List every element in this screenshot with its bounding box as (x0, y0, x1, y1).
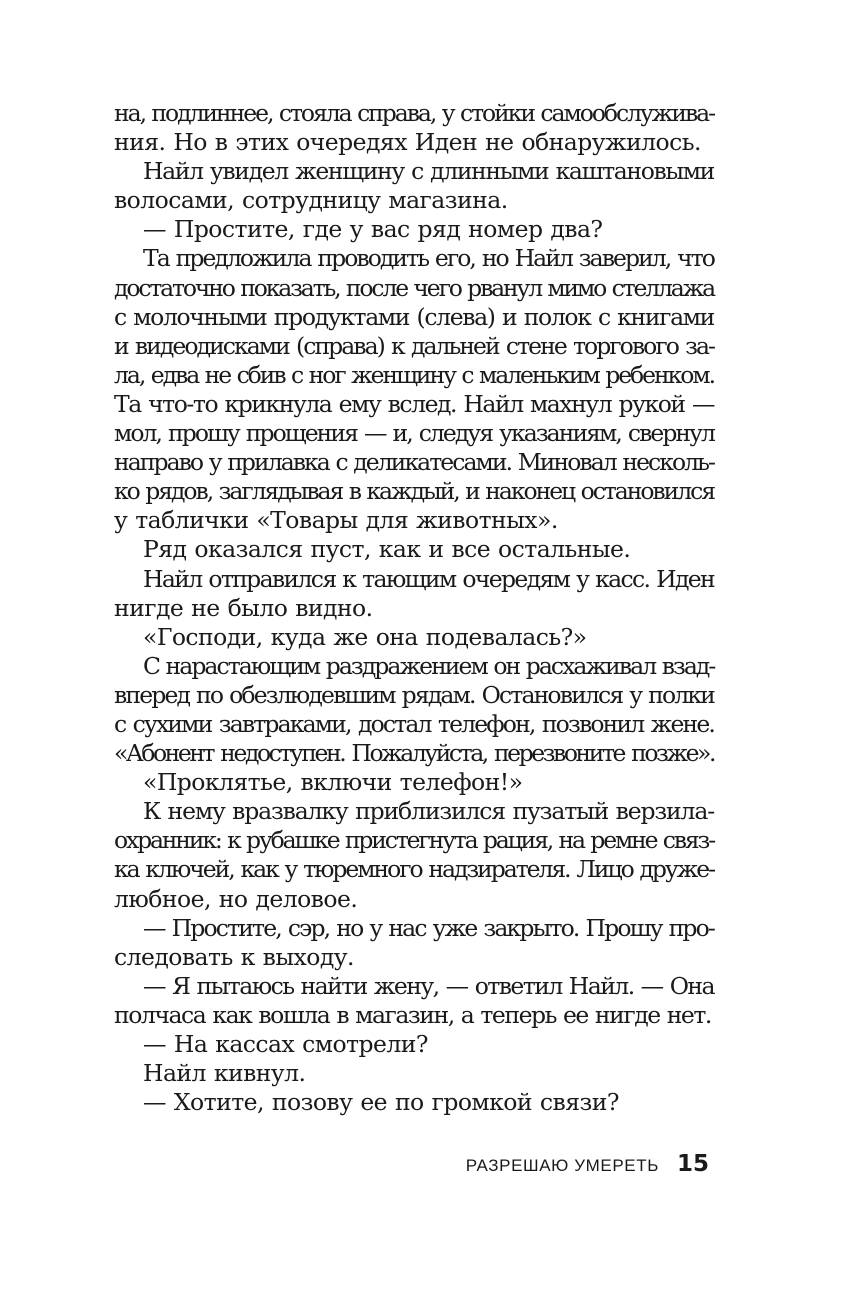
text-line: — Я пытаюсь найти жену, — ответил Найл. — Она (143, 971, 714, 1000)
text-line: направо у прилавка с деликатесами. Миновал несколь- (114, 448, 714, 477)
text-line: Найл кивнул. (143, 1059, 306, 1088)
page-footer (0, 1151, 709, 1177)
running-head: РАЗРЕШАЮ УМЕРЕТЬ (465, 1156, 659, 1175)
body-text (114, 99, 714, 1117)
text-line: вперед по обезлюдевшим рядам. Остановился у полки (114, 680, 714, 709)
text-line: С нарастающим раздражением он расхаживал взад- (143, 651, 715, 680)
text-line: достаточно показать, после чего рванул мимо стеллажа (114, 273, 714, 302)
text-line: ла, едва не сбив с ног женщину с маленьким ребенком. (114, 360, 714, 389)
text-line: мол, прошу прощения — и, следуя указаниям, свернул (114, 419, 714, 448)
page-number: 15 (676, 1151, 709, 1177)
text-line: у таблички «Товары для животных». (114, 506, 558, 535)
text-line: полчаса как вошла в магазин, а теперь ее нигде нет. (114, 1000, 711, 1029)
text-line: Найл увидел женщину с длинными каштановыми (143, 157, 714, 186)
text-line: волосами, сотрудницу магазина. (114, 186, 508, 215)
text-line: ка ключей, как у тюремного надзирателя. Лицо друже- (114, 855, 714, 884)
text-line: с сухими завтраками, достал телефон, позвонил жене. (114, 709, 714, 738)
text-line: на, подлиннее, стояла справа, у стойки самообслужива- (114, 99, 714, 127)
text-line: Та предложила проводить его, но Найл заверил, что (143, 244, 714, 273)
text-line: охранник: к рубашке пристегнута рация, на ремне связ- (114, 826, 714, 855)
text-line: — Простите, сэр, но у нас уже закрыто. Прошу про- (143, 913, 714, 942)
text-line: любное, но деловое. (114, 884, 358, 913)
text-line: Та что-то крикнула ему вслед. Найл махнул рукой — (114, 389, 714, 418)
text-line: — Хотите, позову ее по громкой связи? (143, 1088, 619, 1117)
text-line: К нему вразвалку приблизился пузатый верзила- (143, 797, 714, 826)
text-line: Найл отправился к тающим очередям у касс. Иден (143, 564, 715, 593)
text-line: — На кассах смотрели? (143, 1030, 428, 1058)
text-line: «Господи, куда же она подевалась?» (143, 622, 587, 651)
text-line: нигде не было видно. (114, 593, 373, 622)
text-line: ния. Но в этих очередях Иден не обнаружилось. (114, 128, 701, 157)
text-line: — Простите, где у вас ряд номер два? (143, 215, 603, 244)
text-line: «Абонент недоступен. Пожалуйста, перезвоните позже». (114, 739, 714, 768)
text-line: и видеодисками (справа) к дальней стене торгового за- (114, 331, 714, 360)
text-line: с молочными продуктами (слева) и полок с книгами (114, 302, 714, 331)
text-line: ко рядов, заглядывая в каждый, и наконец остановился (114, 477, 714, 506)
text-line: Ряд оказался пуст, как и все остальные. (143, 535, 631, 564)
text-line: «Проклятье, включи телефон!» (143, 768, 523, 797)
text-line: следовать к выходу. (114, 942, 354, 971)
